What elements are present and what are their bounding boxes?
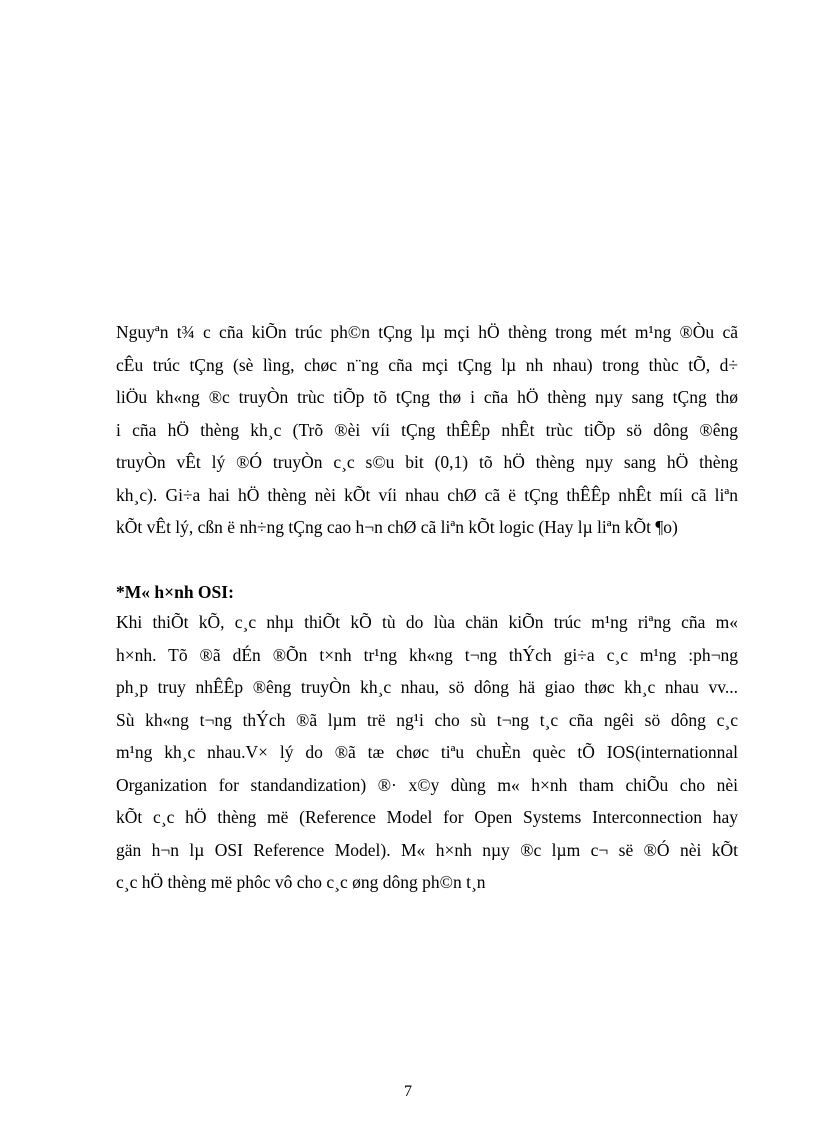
text-line: m¹ng kh¸c nhau.V× lý do ®ã tæ chøc tiªu chuÈn quèc tÕ IOS(internationnal bbox=[116, 742, 738, 762]
text-line: c¸c hÖ thèng më phôc vô cho c¸c øng dông ph©n t¸n bbox=[116, 872, 486, 892]
text-line: Sù kh«ng t¬ng thÝch ®ã lµm trë ng¹i cho sù t¬ng t¸c cña ngêi sö dông c¸c bbox=[116, 709, 738, 730]
text-line: Organization for standandization) ®· x©y dùng m« h×nh tham chiÕu cho nèi bbox=[116, 774, 738, 795]
paragraph-osi-model bbox=[116, 606, 738, 899]
text-line: truyÒn vÊt lý ®Ó truyÒn c¸c s©u bit (0,1) tõ hÖ thèng nµy sang hÖ thèng bbox=[116, 452, 738, 472]
section-heading: *M« h×nh OSI: bbox=[116, 582, 234, 602]
text-line: ph¸p truy nhÊÊp ®êng truyÒn kh¸c nhau, sö dông hä giao thøc kh¸c nhau vv... bbox=[116, 677, 738, 697]
text-line: Nguyªn t¾ c cña kiÕn trúc ph©n tÇng lµ mçi hÖ thèng trong mét m¹ng ®Òu cã bbox=[116, 322, 738, 342]
text-line: h×nh. Tõ ®ã dÉn ®Õn t×nh tr¹ng kh«ng t¬ng thÝch gi÷a c¸c m¹ng :ph¬ng bbox=[116, 644, 738, 665]
paragraph-layered-architecture bbox=[116, 316, 738, 544]
page-number: 7 bbox=[404, 1083, 412, 1100]
text-line: i cña hÖ thèng kh¸c (Trõ ®èi víi tÇng thÊÊp nhÊt trùc tiÕp sö dông ®êng bbox=[116, 419, 738, 440]
text-line: Khi thiÕt kÕ, c¸c nhµ thiÕt kÕ tù do lùa chän kiÕn trúc m¹ng riªng cña m« bbox=[116, 612, 738, 632]
text-line: kÕt c¸c hÖ thèng më (Reference Model for Open Systems Interconnection hay bbox=[116, 807, 738, 827]
text-line: kÕt vÊt lý, cßn ë nh÷ng tÇng cao h¬n chØ cã liªn kÕt logic (Hay lµ liªn kÕt ¶o) bbox=[116, 517, 678, 537]
text-line: gän h¬n lµ OSI Reference Model). M« h×nh nµy ®c lµm c¬ së ®Ó nèi kÕt bbox=[116, 839, 738, 860]
text-line: kh¸c). Gi÷a hai hÖ thèng nèi kÕt víi nhau chØ cã ë tÇng thÊÊp nhÊt míi cã liªn bbox=[116, 484, 738, 505]
text-line: cÊu trúc tÇng (sè lìng, chøc n¨ng cña mçi tÇng lµ nh nhau) trong thùc tÕ, d÷ bbox=[116, 354, 738, 375]
text-line: liÖu kh«ng ®c truyÒn trùc tiÕp tõ tÇng thø i cña hÖ thèng nµy sang tÇng thø bbox=[116, 387, 738, 407]
